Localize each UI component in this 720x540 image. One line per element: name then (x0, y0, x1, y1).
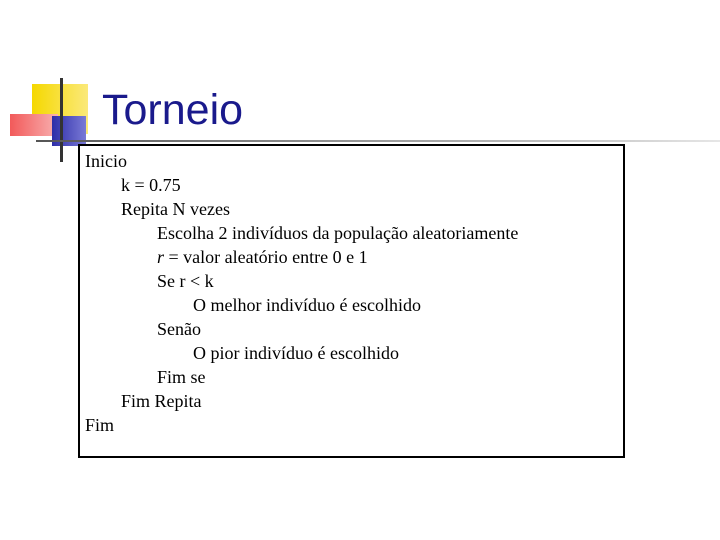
algorithm-line: Fim (85, 415, 115, 435)
slide-title: Torneio (102, 86, 244, 134)
algorithm-line-text: = valor aleatório entre 0 e 1 (164, 247, 368, 267)
algorithm-line: O melhor indivíduo é escolhido (193, 295, 421, 315)
decor-vertical-line (60, 78, 63, 162)
decor-horizontal-line (36, 140, 720, 142)
algorithm-line: O pior indivíduo é escolhido (193, 343, 399, 363)
algorithm-line: Fim Repita (121, 391, 202, 411)
algorithm-line: Repita N vezes (121, 199, 230, 219)
decor-red-bar (10, 114, 58, 136)
algorithm-box (78, 144, 625, 458)
algorithm-line (157, 245, 368, 269)
algorithm-line: Fim se (157, 367, 206, 387)
variable-r: r (157, 247, 165, 267)
algorithm-line: Senão (157, 319, 201, 339)
algorithm-line: Inicio (85, 151, 127, 171)
algorithm-line: Escolha 2 indivíduos da população aleatoriamente (157, 223, 519, 243)
algorithm-line: Se r < k (157, 271, 214, 291)
algorithm-line: k = 0.75 (121, 175, 181, 195)
